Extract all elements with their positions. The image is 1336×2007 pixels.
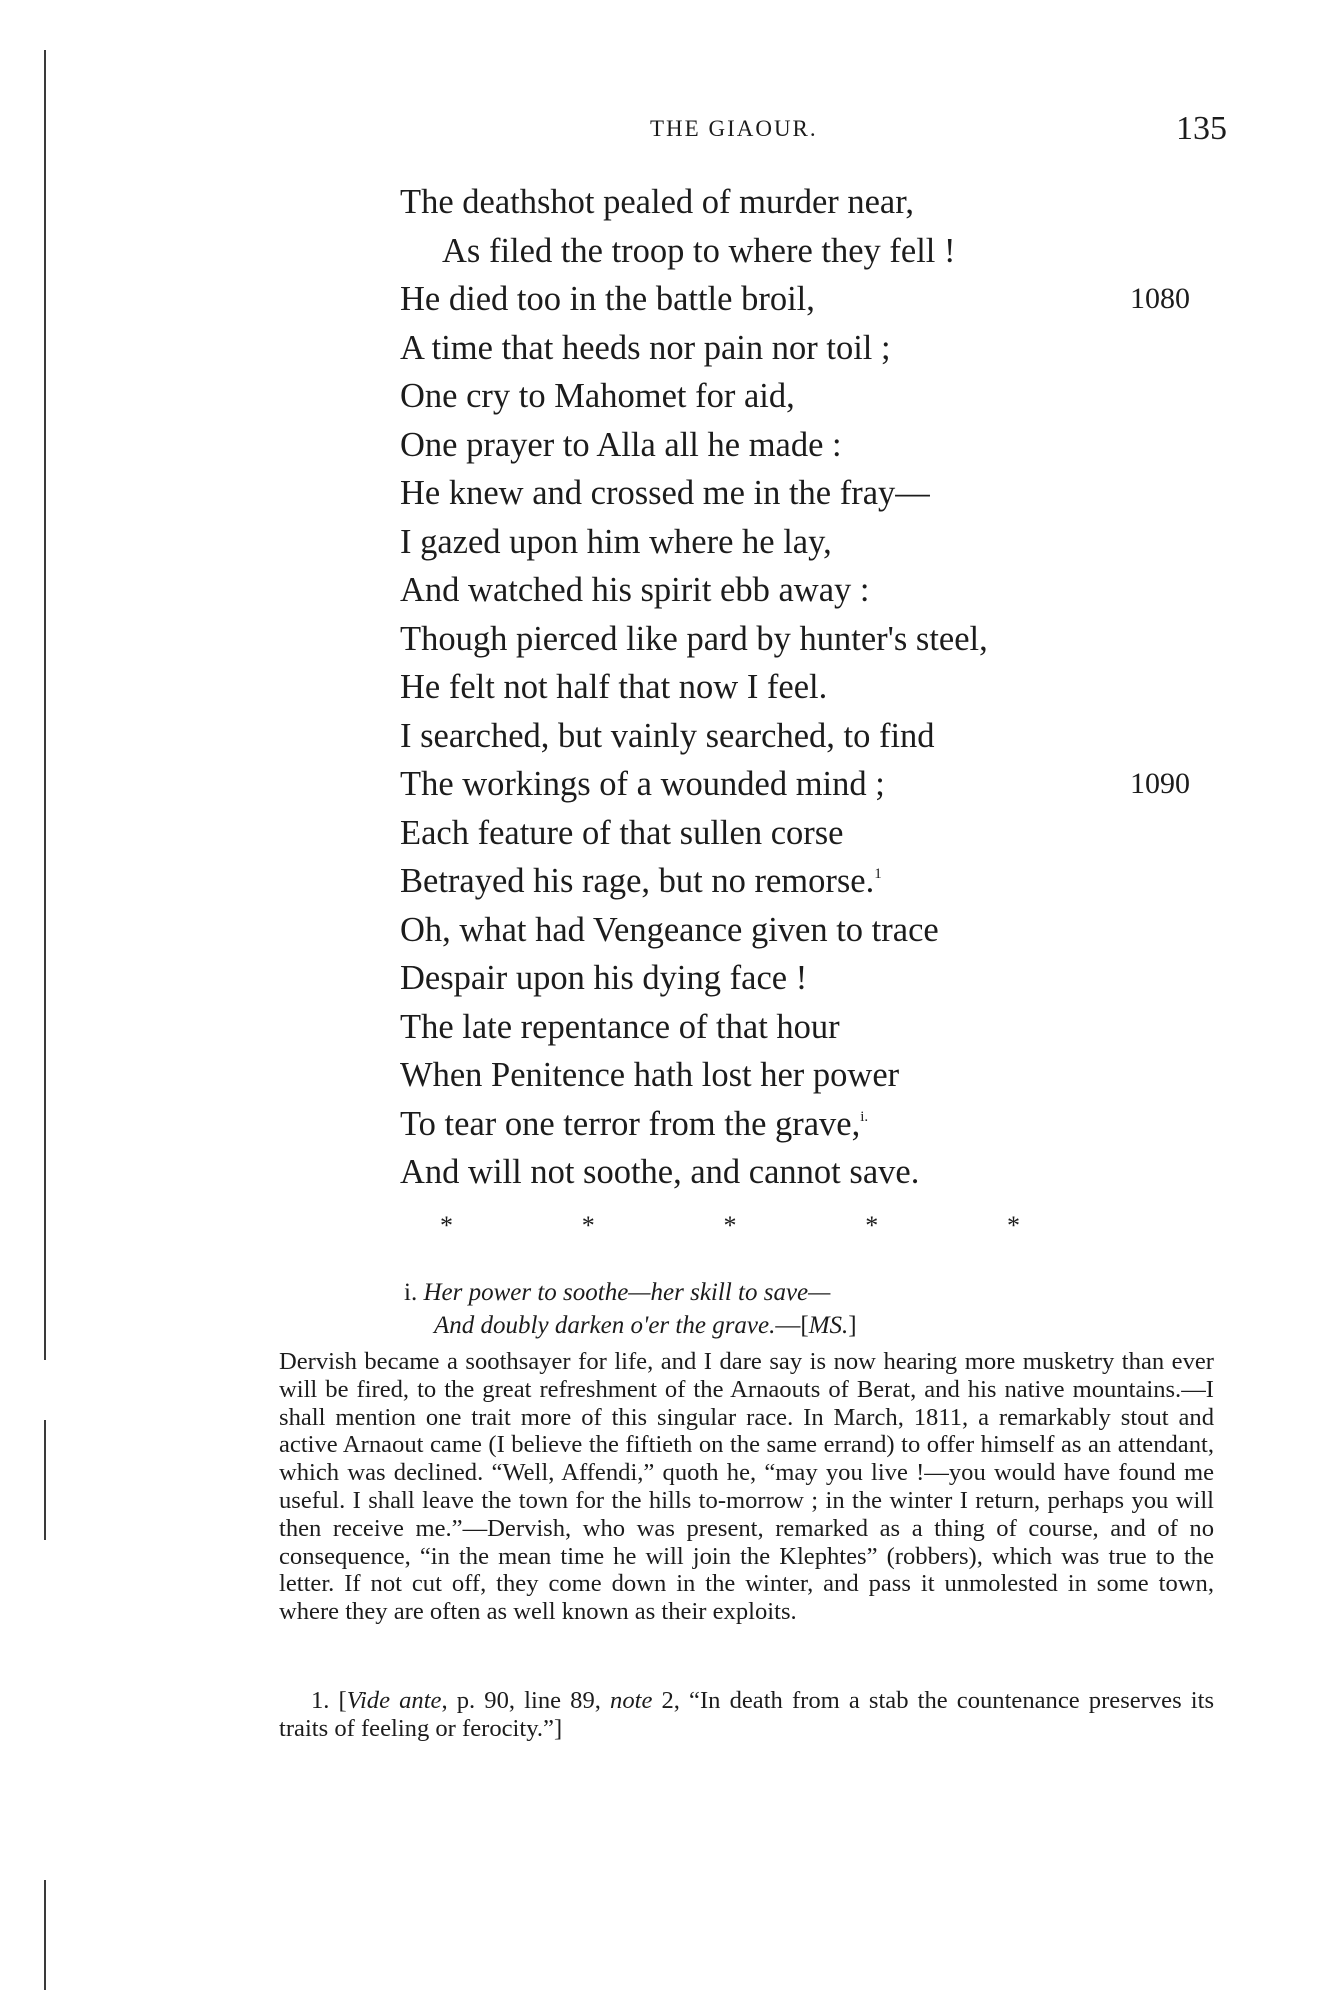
variant-line: And doubly darken o'er the grave. [434, 1312, 776, 1339]
binding-edge-line [44, 1880, 46, 1990]
verse-line: And will not soothe, and cannot save. [400, 1153, 920, 1191]
variant-source: MS. [808, 1312, 849, 1339]
verse-line: And watched his spirit ebb away : [400, 571, 870, 609]
verse-line: Each feature of that sullen corse [400, 813, 844, 852]
verse-line: He died too in the battle broil, 1080 [400, 275, 1240, 324]
asterisk: * [723, 1211, 737, 1240]
verse-line: The deathshot pealed of murder near, [400, 183, 914, 221]
variant-line: Her power to soothe—her skill to save— [423, 1279, 831, 1306]
poem-stanza [400, 178, 1240, 1197]
verse-line: Despair upon his dying face ! [400, 959, 808, 997]
binding-edge-line [44, 50, 46, 1360]
verse-line: When Penitence hath lost her power [400, 1056, 900, 1094]
variant-label: i. [404, 1279, 418, 1306]
line-number: 1080 [1130, 282, 1190, 315]
verse-line: As filed the troop to where they fell ! [442, 231, 956, 270]
section-break-asterisks [440, 1211, 1020, 1241]
verse-line: One cry to Mahomet for aid, [400, 377, 795, 415]
verse-line: A time that heeds nor pain nor toil ; [400, 328, 891, 367]
variant-reading-note: i. Her power to soothe—her skill to save— And doubly darken o'er the grave.—[MS.] [404, 1279, 857, 1339]
verse-line: Betrayed his rage, but no remorse.$^1$ [400, 862, 882, 900]
variant-mark: i. [860, 1108, 869, 1125]
verse-line: The late repentance of that hour [400, 1007, 840, 1046]
verse-line: I searched, but vainly searched, to find [400, 716, 935, 755]
asterisk: * [581, 1211, 595, 1240]
page-number: 135 [1176, 110, 1227, 147]
footnote: 1. [Vide ante, p. 90, line 89, note 2, “In death from a stab the countenance preserves its traits of feeling or ferocity.”] [279, 1687, 1215, 1742]
verse-line: Oh, what had Vengeance given to trace [400, 910, 939, 949]
verse-line: To tear one terror from the grave,$^{i.}$ [400, 1104, 869, 1143]
footnote-mark: 1 [874, 866, 882, 882]
asterisk: * [1007, 1211, 1020, 1240]
verse-line: He felt not half that now I feel. [400, 668, 828, 706]
verse-line: Though pierced like pard by hunter's steel, [400, 619, 988, 658]
verse-line: He knew and crossed me in the fray— [400, 474, 930, 512]
verse-line: I gazed upon him where he lay, [400, 522, 832, 561]
binding-edge-line [44, 1420, 46, 1540]
prose-note: Dervish became a soothsayer for life, and I dare say is now hearing more musketry than ever will be fired, to the great refreshment of the Arnaouts of Berat, and his native mountains.—I shall mention one trait more of this singular race. In March, 1811, a remarkably stout and active Arnaout came (I believe the fiftieth on the same errand) to offer himself as an attendant, which was declined. “Well, Affendi,” quoth he, “may you live !—you would have found me useful. I shall leave the town for the hills to-morrow ; in the winter I return, perhaps you will then receive me.”—Dervish, who was present, remarked as a thing of course, and of no consequence, “in the mean time he will join the Klephtes” (robbers), which was true to the letter. If not cut off, they come down in the winter, and pass it unmolested in some town, where they are often as well known as their exploits. [279, 1348, 1214, 1626]
verse-line: The workings of a wounded mind ; 1090 [400, 760, 1240, 809]
asterisk: * [440, 1211, 453, 1240]
line-number: 1090 [1130, 767, 1190, 800]
asterisk: * [865, 1211, 879, 1240]
running-title: THE GIAOUR. [650, 116, 818, 141]
verse-line: One prayer to Alla all he made : [400, 425, 842, 464]
